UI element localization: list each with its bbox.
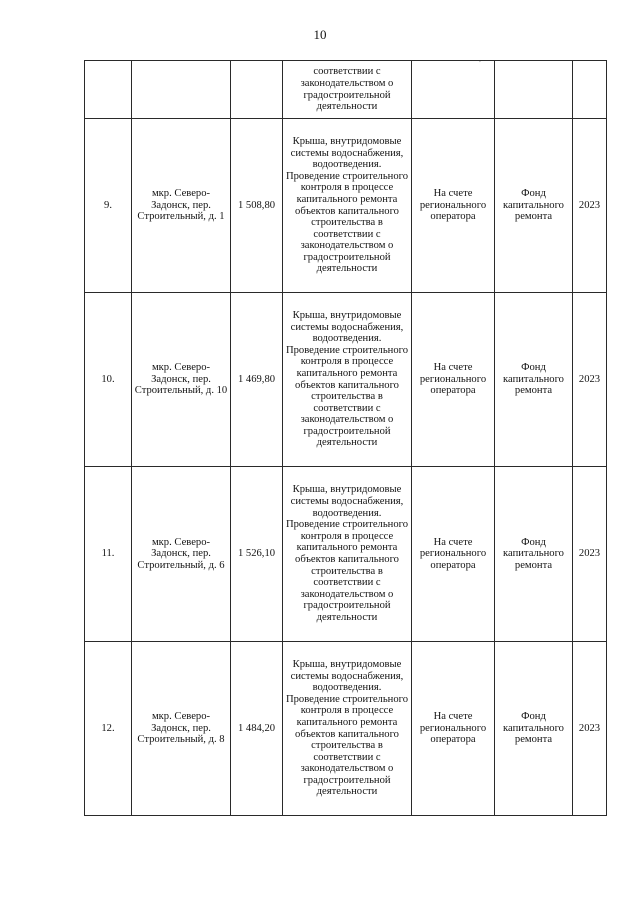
- cell-year: [573, 61, 607, 119]
- table-row: [85, 467, 607, 642]
- cell-num: 12.: [85, 642, 132, 816]
- cell-work: Крыша, внутридомовые системы водоснабжения, водоотведения. Проведение строительного контроля в процессе капитального ремонта объектов капитального строительства в соответствии с законодательством о градостроительной деятельности: [283, 642, 412, 816]
- cell-fund: [495, 61, 573, 119]
- table-row: [85, 293, 607, 467]
- cell-account: На счете регионального оператора: [412, 119, 495, 293]
- cell-address: мкр. Северо-Задонск, пер. Строительный, д. 1: [132, 119, 231, 293]
- cell-area: 1 469,80: [231, 293, 283, 467]
- cell-area: 1 484,20: [231, 642, 283, 816]
- cell-address: мкр. Северо-Задонск, пер. Строительный, д. 6: [132, 467, 231, 642]
- cell-num: 9.: [85, 119, 132, 293]
- table-row: [85, 642, 607, 816]
- cell-year: 2023: [573, 642, 607, 816]
- cell-address: мкр. Северо-Задонск, пер. Строительный, д. 8: [132, 642, 231, 816]
- cell-account: [412, 61, 495, 119]
- cell-work: Крыша, внутридомовые системы водоснабжения, водоотведения. Проведение строительного контроля в процессе капитального ремонта объектов капитального строительства в соответствии с законодательством о градостроительной деятельности: [283, 119, 412, 293]
- table-row: [85, 119, 607, 293]
- cell-fund: Фонд капитального ремонта: [495, 467, 573, 642]
- page-number: 10: [313, 27, 327, 42]
- cell-fund: Фонд капитального ремонта: [495, 642, 573, 816]
- cell-year: 2023: [573, 293, 607, 467]
- cell-account: На счете регионального оператора: [412, 642, 495, 816]
- cell-area: [231, 61, 283, 119]
- cell-account: На счете регионального оператора: [412, 467, 495, 642]
- cell-address: мкр. Северо-Задонск, пер. Строительный, д. 10: [132, 293, 231, 467]
- scan-mark: ,: [479, 54, 481, 63]
- cell-area: 1 508,80: [231, 119, 283, 293]
- repair-table: [84, 60, 607, 816]
- cell-year: 2023: [573, 467, 607, 642]
- cell-num: 10.: [85, 293, 132, 467]
- cell-num: [85, 61, 132, 119]
- cell-num: 11.: [85, 467, 132, 642]
- cell-work: Крыша, внутридомовые системы водоснабжения, водоотведения. Проведение строительного контроля в процессе капитального ремонта объектов капитального строительства в соответствии с законодательством о градостроительной деятельности: [283, 467, 412, 642]
- cell-account: На счете регионального оператора: [412, 293, 495, 467]
- cell-work: Крыша, внутридомовые системы водоснабжения, водоотведения. Проведение строительного контроля в процессе капитального ремонта объектов капитального строительства в соответствии с законодательством о градостроительной деятельности: [283, 293, 412, 467]
- cell-fund: Фонд капитального ремонта: [495, 293, 573, 467]
- cell-fund: Фонд капитального ремонта: [495, 119, 573, 293]
- cell-address: [132, 61, 231, 119]
- cell-work: соответствии с законодательством о градостроительной деятельности: [283, 61, 412, 119]
- cell-year: 2023: [573, 119, 607, 293]
- table-row-continuation: [85, 61, 607, 119]
- cell-area: 1 526,10: [231, 467, 283, 642]
